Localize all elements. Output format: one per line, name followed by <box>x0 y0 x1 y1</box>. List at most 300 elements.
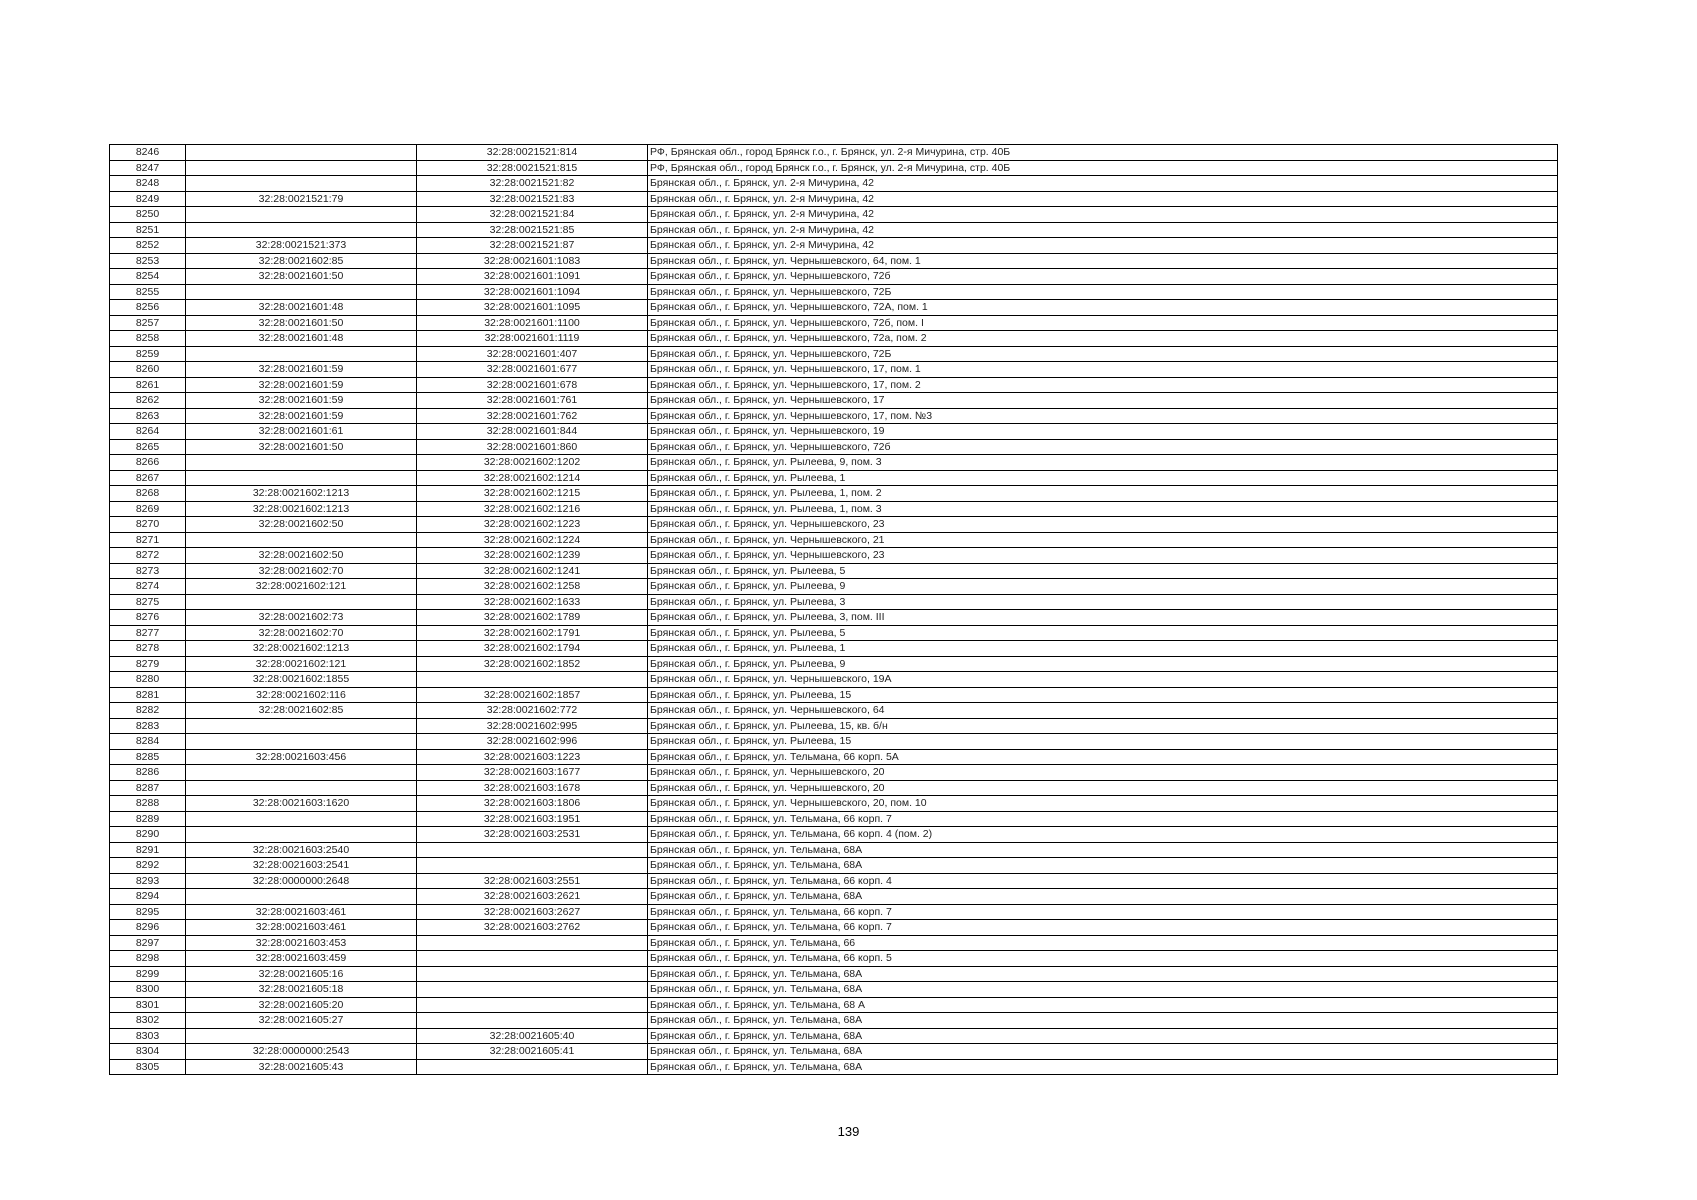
table-row <box>110 145 1558 161</box>
land-cadastral-number-cell <box>186 811 417 827</box>
object-cadastral-number-cell: 32:28:0021602:772 <box>417 703 648 719</box>
row-number-cell: 8284 <box>110 734 186 750</box>
table-row <box>110 238 1558 254</box>
object-cadastral-number-cell: 32:28:0021602:1241 <box>417 563 648 579</box>
table-row <box>110 935 1558 951</box>
table-row <box>110 796 1558 812</box>
object-cadastral-number-cell <box>417 951 648 967</box>
table-row <box>110 827 1558 843</box>
address-cell: РФ, Брянская обл., город Брянск г.о., г. Брянск, ул. 2-я Мичурина, стр. 40Б <box>648 145 1558 161</box>
object-cadastral-number-cell: 32:28:0021602:1224 <box>417 532 648 548</box>
address-cell: Брянская обл., г. Брянск, ул. Чернышевского, 23 <box>648 517 1558 533</box>
object-cadastral-number-cell: 32:28:0021601:1119 <box>417 331 648 347</box>
row-number-cell: 8287 <box>110 780 186 796</box>
object-cadastral-number-cell: 32:28:0021602:1223 <box>417 517 648 533</box>
row-number-cell: 8259 <box>110 346 186 362</box>
table-row <box>110 765 1558 781</box>
row-number-cell: 8281 <box>110 687 186 703</box>
object-cadastral-number-cell: 32:28:0021602:1215 <box>417 486 648 502</box>
land-cadastral-number-cell <box>186 1028 417 1044</box>
address-cell: Брянская обл., г. Брянск, ул. Тельмана, 68А <box>648 1059 1558 1075</box>
object-cadastral-number-cell: 32:28:0021601:844 <box>417 424 648 440</box>
row-number-cell: 8275 <box>110 594 186 610</box>
row-number-cell: 8297 <box>110 935 186 951</box>
object-cadastral-number-cell: 32:28:0021603:1951 <box>417 811 648 827</box>
land-cadastral-number-cell: 32:28:0021602:121 <box>186 579 417 595</box>
address-cell: Брянская обл., г. Брянск, ул. 2-я Мичурина, 42 <box>648 176 1558 192</box>
object-cadastral-number-cell: 32:28:0021602:996 <box>417 734 648 750</box>
land-cadastral-number-cell: 32:28:0000000:2648 <box>186 873 417 889</box>
table-row <box>110 718 1558 734</box>
land-cadastral-number-cell <box>186 532 417 548</box>
land-cadastral-number-cell <box>186 222 417 238</box>
address-cell: Брянская обл., г. Брянск, ул. Рылеева, 9 <box>648 579 1558 595</box>
object-cadastral-number-cell: 32:28:0021602:995 <box>417 718 648 734</box>
address-cell: Брянская обл., г. Брянск, ул. 2-я Мичурина, 42 <box>648 207 1558 223</box>
land-cadastral-number-cell: 32:28:0021603:456 <box>186 749 417 765</box>
land-cadastral-number-cell: 32:28:0021601:50 <box>186 439 417 455</box>
table-row <box>110 269 1558 285</box>
address-cell: Брянская обл., г. Брянск, ул. Чернышевского, 64 <box>648 703 1558 719</box>
row-number-cell: 8267 <box>110 470 186 486</box>
row-number-cell: 8268 <box>110 486 186 502</box>
object-cadastral-number-cell: 32:28:0021603:2627 <box>417 904 648 920</box>
object-cadastral-number-cell: 32:28:0021603:2531 <box>417 827 648 843</box>
object-cadastral-number-cell: 32:28:0021602:1794 <box>417 641 648 657</box>
land-cadastral-number-cell <box>186 455 417 471</box>
row-number-cell: 8250 <box>110 207 186 223</box>
land-cadastral-number-cell <box>186 765 417 781</box>
land-cadastral-number-cell: 32:28:0021602:50 <box>186 517 417 533</box>
table-row <box>110 951 1558 967</box>
page-number: 139 <box>837 1124 860 1139</box>
address-cell: Брянская обл., г. Брянск, ул. Тельмана, 68А <box>648 842 1558 858</box>
row-number-cell: 8283 <box>110 718 186 734</box>
table-row <box>110 1013 1558 1029</box>
object-cadastral-number-cell: 32:28:0021602:1791 <box>417 625 648 641</box>
object-cadastral-number-cell: 32:28:0021603:1806 <box>417 796 648 812</box>
table-row <box>110 1044 1558 1060</box>
object-cadastral-number-cell: 32:28:0021602:1258 <box>417 579 648 595</box>
table-row <box>110 858 1558 874</box>
table-row <box>110 377 1558 393</box>
address-cell: РФ, Брянская обл., город Брянск г.о., г. Брянск, ул. 2-я Мичурина, стр. 40Б <box>648 160 1558 176</box>
row-number-cell: 8254 <box>110 269 186 285</box>
row-number-cell: 8272 <box>110 548 186 564</box>
table-row <box>110 207 1558 223</box>
address-cell: Брянская обл., г. Брянск, ул. Тельмана, 68 А <box>648 997 1558 1013</box>
object-cadastral-number-cell: 32:28:0021602:1202 <box>417 455 648 471</box>
row-number-cell: 8256 <box>110 300 186 316</box>
row-number-cell: 8258 <box>110 331 186 347</box>
address-cell: Брянская обл., г. Брянск, ул. Тельмана, 68А <box>648 982 1558 998</box>
row-number-cell: 8290 <box>110 827 186 843</box>
address-cell: Брянская обл., г. Брянск, ул. Чернышевского, 72а, пом. 2 <box>648 331 1558 347</box>
table-row <box>110 532 1558 548</box>
table-row <box>110 315 1558 331</box>
address-cell: Брянская обл., г. Брянск, ул. Рылеева, 15 <box>648 687 1558 703</box>
row-number-cell: 8300 <box>110 982 186 998</box>
table-row <box>110 284 1558 300</box>
row-number-cell: 8249 <box>110 191 186 207</box>
land-cadastral-number-cell: 32:28:0021603:2540 <box>186 842 417 858</box>
land-cadastral-number-cell: 32:28:0021602:85 <box>186 253 417 269</box>
table-row <box>110 486 1558 502</box>
land-cadastral-number-cell: 32:28:0021602:116 <box>186 687 417 703</box>
table-row <box>110 346 1558 362</box>
row-number-cell: 8247 <box>110 160 186 176</box>
table-row <box>110 253 1558 269</box>
row-number-cell: 8278 <box>110 641 186 657</box>
object-cadastral-number-cell: 32:28:0021601:762 <box>417 408 648 424</box>
table-row <box>110 625 1558 641</box>
address-cell: Брянская обл., г. Брянск, ул. Тельмана, 68А <box>648 966 1558 982</box>
row-number-cell: 8295 <box>110 904 186 920</box>
land-cadastral-number-cell <box>186 734 417 750</box>
address-cell: Брянская обл., г. Брянск, ул. Рылеева, 1 <box>648 641 1558 657</box>
table-row <box>110 703 1558 719</box>
row-number-cell: 8269 <box>110 501 186 517</box>
row-number-cell: 8303 <box>110 1028 186 1044</box>
land-cadastral-number-cell: 32:28:0021601:59 <box>186 362 417 378</box>
land-cadastral-number-cell: 32:28:0021602:1855 <box>186 672 417 688</box>
property-table <box>109 144 1558 1075</box>
object-cadastral-number-cell: 32:28:0021603:2551 <box>417 873 648 889</box>
land-cadastral-number-cell <box>186 207 417 223</box>
land-cadastral-number-cell <box>186 160 417 176</box>
land-cadastral-number-cell <box>186 780 417 796</box>
row-number-cell: 8282 <box>110 703 186 719</box>
address-cell: Брянская обл., г. Брянск, ул. Чернышевского, 17, пом. 2 <box>648 377 1558 393</box>
object-cadastral-number-cell: 32:28:0021601:1095 <box>417 300 648 316</box>
object-cadastral-number-cell: 32:28:0021602:1852 <box>417 656 648 672</box>
address-cell: Брянская обл., г. Брянск, ул. Чернышевского, 17, пом. №3 <box>648 408 1558 424</box>
address-cell: Брянская обл., г. Брянск, ул. Чернышевского, 72Б <box>648 346 1558 362</box>
object-cadastral-number-cell: 32:28:0021602:1216 <box>417 501 648 517</box>
object-cadastral-number-cell: 32:28:0021602:1633 <box>417 594 648 610</box>
table-row <box>110 610 1558 626</box>
address-cell: Брянская обл., г. Брянск, ул. Рылеева, 5 <box>648 563 1558 579</box>
row-number-cell: 8299 <box>110 966 186 982</box>
row-number-cell: 8264 <box>110 424 186 440</box>
address-cell: Брянская обл., г. Брянск, ул. Тельмана, 68А <box>648 889 1558 905</box>
land-cadastral-number-cell: 32:28:0021601:48 <box>186 300 417 316</box>
row-number-cell: 8266 <box>110 455 186 471</box>
table-row <box>110 641 1558 657</box>
address-cell: Брянская обл., г. Брянск, ул. Тельмана, 66 <box>648 935 1558 951</box>
object-cadastral-number-cell <box>417 858 648 874</box>
land-cadastral-number-cell: 32:28:0021601:59 <box>186 377 417 393</box>
address-cell: Брянская обл., г. Брянск, ул. Тельмана, 68А <box>648 1028 1558 1044</box>
table-row <box>110 656 1558 672</box>
address-cell: Брянская обл., г. Брянск, ул. Рылеева, 3 <box>648 594 1558 610</box>
land-cadastral-number-cell: 32:28:0021605:16 <box>186 966 417 982</box>
table-row <box>110 687 1558 703</box>
row-number-cell: 8273 <box>110 563 186 579</box>
land-cadastral-number-cell: 32:28:0021602:70 <box>186 625 417 641</box>
table-row <box>110 749 1558 765</box>
land-cadastral-number-cell: 32:28:0021605:27 <box>186 1013 417 1029</box>
object-cadastral-number-cell <box>417 1013 648 1029</box>
table-row <box>110 780 1558 796</box>
address-cell: Брянская обл., г. Брянск, ул. Рылеева, 15, кв. б/н <box>648 718 1558 734</box>
land-cadastral-number-cell <box>186 827 417 843</box>
object-cadastral-number-cell: 32:28:0021601:1083 <box>417 253 648 269</box>
row-number-cell: 8277 <box>110 625 186 641</box>
address-cell: Брянская обл., г. Брянск, ул. Чернышевского, 72А, пом. 1 <box>648 300 1558 316</box>
land-cadastral-number-cell: 32:28:0000000:2543 <box>186 1044 417 1060</box>
object-cadastral-number-cell <box>417 982 648 998</box>
row-number-cell: 8279 <box>110 656 186 672</box>
address-cell: Брянская обл., г. Брянск, ул. Тельмана, 66 корп. 7 <box>648 904 1558 920</box>
table-row <box>110 734 1558 750</box>
row-number-cell: 8261 <box>110 377 186 393</box>
land-cadastral-number-cell: 32:28:0021605:43 <box>186 1059 417 1075</box>
table-row <box>110 966 1558 982</box>
row-number-cell: 8294 <box>110 889 186 905</box>
object-cadastral-number-cell <box>417 935 648 951</box>
object-cadastral-number-cell <box>417 997 648 1013</box>
land-cadastral-number-cell: 32:28:0021602:1213 <box>186 641 417 657</box>
land-cadastral-number-cell: 32:28:0021602:85 <box>186 703 417 719</box>
row-number-cell: 8253 <box>110 253 186 269</box>
object-cadastral-number-cell: 32:28:0021601:1094 <box>417 284 648 300</box>
object-cadastral-number-cell: 32:28:0021602:1857 <box>417 687 648 703</box>
land-cadastral-number-cell: 32:28:0021603:459 <box>186 951 417 967</box>
address-cell: Брянская обл., г. Брянск, ул. Рылеева, 9, пом. 3 <box>648 455 1558 471</box>
land-cadastral-number-cell: 32:28:0021605:20 <box>186 997 417 1013</box>
address-cell: Брянская обл., г. Брянск, ул. Тельмана, 66 корп. 4 (пом. 2) <box>648 827 1558 843</box>
land-cadastral-number-cell: 32:28:0021602:121 <box>186 656 417 672</box>
row-number-cell: 8305 <box>110 1059 186 1075</box>
object-cadastral-number-cell: 32:28:0021603:2762 <box>417 920 648 936</box>
address-cell: Брянская обл., г. Брянск, ул. Тельмана, 68А <box>648 1013 1558 1029</box>
address-cell: Брянская обл., г. Брянск, ул. Чернышевского, 72б <box>648 269 1558 285</box>
land-cadastral-number-cell: 32:28:0021601:59 <box>186 408 417 424</box>
table-row <box>110 904 1558 920</box>
land-cadastral-number-cell: 32:28:0021603:1620 <box>186 796 417 812</box>
object-cadastral-number-cell: 32:28:0021601:761 <box>417 393 648 409</box>
address-cell: Брянская обл., г. Брянск, ул. Чернышевского, 20 <box>648 765 1558 781</box>
land-cadastral-number-cell <box>186 470 417 486</box>
object-cadastral-number-cell: 32:28:0021603:1678 <box>417 780 648 796</box>
row-number-cell: 8292 <box>110 858 186 874</box>
row-number-cell: 8289 <box>110 811 186 827</box>
row-number-cell: 8293 <box>110 873 186 889</box>
address-cell: Брянская обл., г. Брянск, ул. Рылеева, 5 <box>648 625 1558 641</box>
row-number-cell: 8280 <box>110 672 186 688</box>
row-number-cell: 8298 <box>110 951 186 967</box>
row-number-cell: 8274 <box>110 579 186 595</box>
address-cell: Брянская обл., г. Брянск, ул. Тельмана, 66 корп. 7 <box>648 811 1558 827</box>
table-row <box>110 160 1558 176</box>
address-cell: Брянская обл., г. Брянск, ул. Чернышевского, 21 <box>648 532 1558 548</box>
land-cadastral-number-cell <box>186 594 417 610</box>
row-number-cell: 8296 <box>110 920 186 936</box>
object-cadastral-number-cell: 32:28:0021601:1100 <box>417 315 648 331</box>
row-number-cell: 8276 <box>110 610 186 626</box>
object-cadastral-number-cell: 32:28:0021605:41 <box>417 1044 648 1060</box>
object-cadastral-number-cell <box>417 1059 648 1075</box>
land-cadastral-number-cell <box>186 346 417 362</box>
address-cell: Брянская обл., г. Брянск, ул. Рылеева, 1, пом. 3 <box>648 501 1558 517</box>
object-cadastral-number-cell: 32:28:0021601:677 <box>417 362 648 378</box>
row-number-cell: 8252 <box>110 238 186 254</box>
object-cadastral-number-cell: 32:28:0021603:1223 <box>417 749 648 765</box>
row-number-cell: 8251 <box>110 222 186 238</box>
address-cell: Брянская обл., г. Брянск, ул. Чернышевского, 17, пом. 1 <box>648 362 1558 378</box>
land-cadastral-number-cell: 32:28:0021603:453 <box>186 935 417 951</box>
address-cell: Брянская обл., г. Брянск, ул. Чернышевского, 64, пом. 1 <box>648 253 1558 269</box>
address-cell: Брянская обл., г. Брянск, ул. Тельмана, 66 корп. 5 <box>648 951 1558 967</box>
row-number-cell: 8262 <box>110 393 186 409</box>
row-number-cell: 8285 <box>110 749 186 765</box>
table-row <box>110 889 1558 905</box>
table-row <box>110 548 1558 564</box>
land-cadastral-number-cell: 32:28:0021605:18 <box>186 982 417 998</box>
land-cadastral-number-cell <box>186 889 417 905</box>
object-cadastral-number-cell: 32:28:0021602:1239 <box>417 548 648 564</box>
table-row <box>110 362 1558 378</box>
object-cadastral-number-cell: 32:28:0021602:1789 <box>417 610 648 626</box>
table-row <box>110 563 1558 579</box>
table-row <box>110 331 1558 347</box>
address-cell: Брянская обл., г. Брянск, ул. Чернышевского, 19А <box>648 672 1558 688</box>
row-number-cell: 8302 <box>110 1013 186 1029</box>
land-cadastral-number-cell <box>186 176 417 192</box>
address-cell: Брянская обл., г. Брянск, ул. 2-я Мичурина, 42 <box>648 222 1558 238</box>
land-cadastral-number-cell: 32:28:0021521:79 <box>186 191 417 207</box>
table-row <box>110 1059 1558 1075</box>
object-cadastral-number-cell: 32:28:0021521:815 <box>417 160 648 176</box>
address-cell: Брянская обл., г. Брянск, ул. Тельмана, 66 корп. 7 <box>648 920 1558 936</box>
address-cell: Брянская обл., г. Брянск, ул. 2-я Мичурина, 42 <box>648 191 1558 207</box>
table-row <box>110 424 1558 440</box>
address-cell: Брянская обл., г. Брянск, ул. Рылеева, 15 <box>648 734 1558 750</box>
table-row <box>110 594 1558 610</box>
land-cadastral-number-cell: 32:28:0021601:48 <box>186 331 417 347</box>
land-cadastral-number-cell: 32:28:0021601:50 <box>186 269 417 285</box>
land-cadastral-number-cell: 32:28:0021521:373 <box>186 238 417 254</box>
address-cell: Брянская обл., г. Брянск, ул. Рылеева, 1 <box>648 470 1558 486</box>
row-number-cell: 8263 <box>110 408 186 424</box>
table-row <box>110 842 1558 858</box>
object-cadastral-number-cell: 32:28:0021601:678 <box>417 377 648 393</box>
land-cadastral-number-cell: 32:28:0021601:59 <box>186 393 417 409</box>
table-row <box>110 920 1558 936</box>
object-cadastral-number-cell <box>417 672 648 688</box>
object-cadastral-number-cell: 32:28:0021521:814 <box>417 145 648 161</box>
object-cadastral-number-cell: 32:28:0021601:1091 <box>417 269 648 285</box>
address-cell: Брянская обл., г. Брянск, ул. Чернышевского, 72б, пом. I <box>648 315 1558 331</box>
land-cadastral-number-cell: 32:28:0021601:61 <box>186 424 417 440</box>
object-cadastral-number-cell: 32:28:0021601:407 <box>417 346 648 362</box>
row-number-cell: 8301 <box>110 997 186 1013</box>
table-row <box>110 176 1558 192</box>
table-row <box>110 672 1558 688</box>
row-number-cell: 8286 <box>110 765 186 781</box>
object-cadastral-number-cell: 32:28:0021521:84 <box>417 207 648 223</box>
address-cell: Брянская обл., г. Брянск, ул. Чернышевского, 72Б <box>648 284 1558 300</box>
address-cell: Брянская обл., г. Брянск, ул. Рылеева, 9 <box>648 656 1558 672</box>
table-row <box>110 393 1558 409</box>
address-cell: Брянская обл., г. Брянск, ул. Рылеева, 1, пом. 2 <box>648 486 1558 502</box>
table-row <box>110 997 1558 1013</box>
row-number-cell: 8260 <box>110 362 186 378</box>
table-row <box>110 300 1558 316</box>
object-cadastral-number-cell: 32:28:0021602:1214 <box>417 470 648 486</box>
land-cadastral-number-cell <box>186 284 417 300</box>
land-cadastral-number-cell: 32:28:0021602:50 <box>186 548 417 564</box>
table-row <box>110 501 1558 517</box>
address-cell: Брянская обл., г. Брянск, ул. Чернышевского, 23 <box>648 548 1558 564</box>
address-cell: Брянская обл., г. Брянск, ул. Тельмана, 68А <box>648 1044 1558 1060</box>
object-cadastral-number-cell: 32:28:0021521:87 <box>417 238 648 254</box>
land-cadastral-number-cell: 32:28:0021603:461 <box>186 920 417 936</box>
object-cadastral-number-cell: 32:28:0021521:82 <box>417 176 648 192</box>
table-row <box>110 811 1558 827</box>
table-row <box>110 222 1558 238</box>
address-cell: Брянская обл., г. Брянск, ул. Тельмана, 66 корп. 4 <box>648 873 1558 889</box>
object-cadastral-number-cell: 32:28:0021603:1677 <box>417 765 648 781</box>
table-row <box>110 517 1558 533</box>
table-row <box>110 579 1558 595</box>
land-cadastral-number-cell: 32:28:0021602:1213 <box>186 501 417 517</box>
object-cadastral-number-cell <box>417 842 648 858</box>
row-number-cell: 8271 <box>110 532 186 548</box>
table-row <box>110 191 1558 207</box>
row-number-cell: 8257 <box>110 315 186 331</box>
table-row <box>110 982 1558 998</box>
table-row <box>110 408 1558 424</box>
table-row <box>110 1028 1558 1044</box>
address-cell: Брянская обл., г. Брянск, ул. Тельмана, 66 корп. 5А <box>648 749 1558 765</box>
address-cell: Брянская обл., г. Брянск, ул. Тельмана, 68А <box>648 858 1558 874</box>
object-cadastral-number-cell: 32:28:0021605:40 <box>417 1028 648 1044</box>
land-cadastral-number-cell: 32:28:0021601:50 <box>186 315 417 331</box>
object-cadastral-number-cell: 32:28:0021603:2621 <box>417 889 648 905</box>
row-number-cell: 8246 <box>110 145 186 161</box>
land-cadastral-number-cell: 32:28:0021603:2541 <box>186 858 417 874</box>
row-number-cell: 8265 <box>110 439 186 455</box>
row-number-cell: 8270 <box>110 517 186 533</box>
table-row <box>110 455 1558 471</box>
address-cell: Брянская обл., г. Брянск, ул. Рылеева, 3, пом. III <box>648 610 1558 626</box>
land-cadastral-number-cell <box>186 145 417 161</box>
row-number-cell: 8304 <box>110 1044 186 1060</box>
table-row <box>110 439 1558 455</box>
row-number-cell: 8255 <box>110 284 186 300</box>
land-cadastral-number-cell <box>186 718 417 734</box>
address-cell: Брянская обл., г. Брянск, ул. 2-я Мичурина, 42 <box>648 238 1558 254</box>
row-number-cell: 8288 <box>110 796 186 812</box>
land-cadastral-number-cell: 32:28:0021602:70 <box>186 563 417 579</box>
address-cell: Брянская обл., г. Брянск, ул. Чернышевского, 72б <box>648 439 1558 455</box>
table-row <box>110 873 1558 889</box>
object-cadastral-number-cell: 32:28:0021521:83 <box>417 191 648 207</box>
land-cadastral-number-cell: 32:28:0021602:1213 <box>186 486 417 502</box>
object-cadastral-number-cell: 32:28:0021521:85 <box>417 222 648 238</box>
address-cell: Брянская обл., г. Брянск, ул. Чернышевского, 17 <box>648 393 1558 409</box>
table-body <box>110 145 1558 1075</box>
row-number-cell: 8291 <box>110 842 186 858</box>
table-row <box>110 470 1558 486</box>
address-cell: Брянская обл., г. Брянск, ул. Чернышевского, 20 <box>648 780 1558 796</box>
land-cadastral-number-cell: 32:28:0021603:461 <box>186 904 417 920</box>
land-cadastral-number-cell: 32:28:0021602:73 <box>186 610 417 626</box>
address-cell: Брянская обл., г. Брянск, ул. Чернышевского, 20, пом. 10 <box>648 796 1558 812</box>
object-cadastral-number-cell: 32:28:0021601:860 <box>417 439 648 455</box>
